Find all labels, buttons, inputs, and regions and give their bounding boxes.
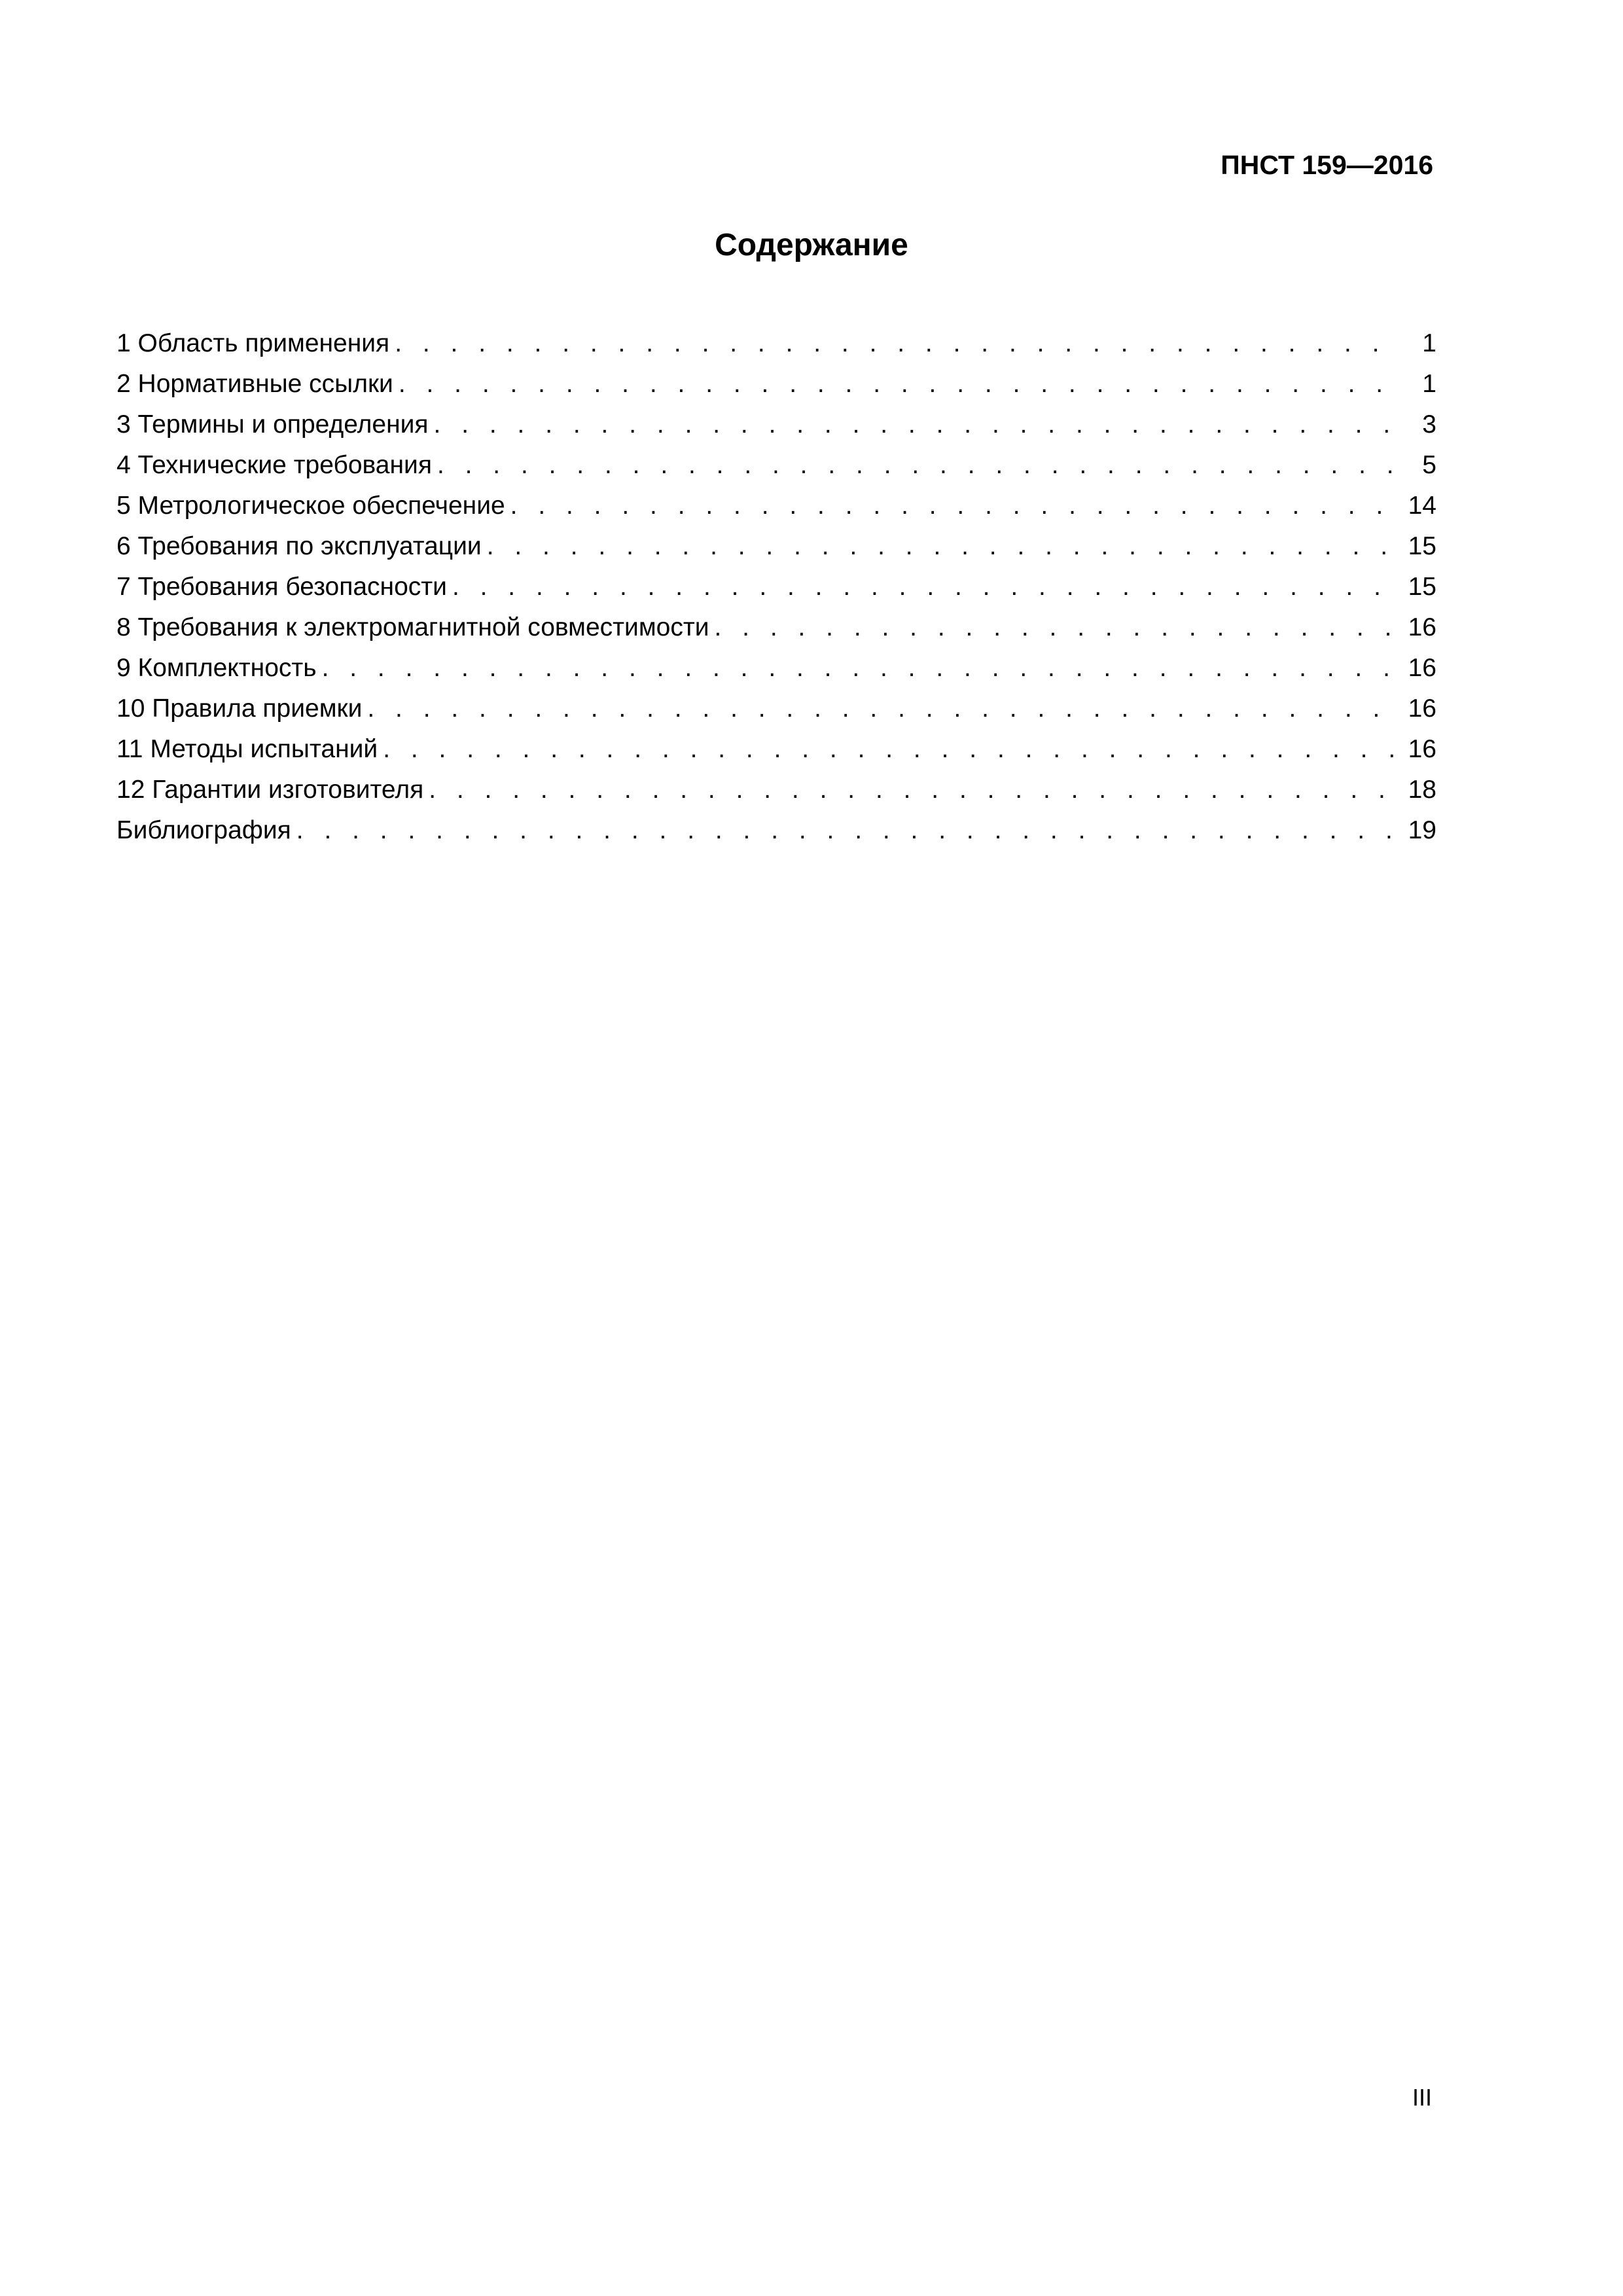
toc-item-scope[interactable] (116, 323, 1436, 364)
toc-item-label: Библиография (116, 816, 291, 844)
toc-leader-dots (383, 729, 1395, 770)
toc-leader-dots (487, 526, 1395, 567)
toc-item-label: 6 Требования по эксплуатации (116, 532, 482, 560)
toc-item-page: 1 (1422, 370, 1436, 398)
toc-item-emc-requirements[interactable] (116, 607, 1436, 648)
toc-leader-dots (395, 323, 1395, 364)
document-code: ПНСТ 159—2016 (1221, 150, 1433, 180)
toc-item-operation-requirements[interactable] (116, 526, 1436, 567)
toc-item-label: 7 Требования безопасности (116, 573, 447, 601)
page-number: III (1412, 2084, 1432, 2111)
toc-item-completeness[interactable] (116, 648, 1436, 689)
toc-leader-dots (367, 689, 1395, 729)
toc-leader-dots (322, 648, 1395, 689)
toc-item-page: 3 (1422, 410, 1436, 439)
toc-item-label: 5 Метрологическое обеспечение (116, 492, 505, 520)
toc-item-label: 10 Правила приемки (116, 694, 363, 723)
toc-leader-dots (429, 770, 1395, 810)
toc-item-label: 1 Область применения (116, 329, 390, 357)
toc-leader-dots (399, 364, 1395, 404)
toc-item-page: 18 (1408, 776, 1436, 804)
toc-item-test-methods[interactable] (116, 729, 1436, 770)
toc-item-label: 4 Технические требования (116, 451, 432, 479)
toc-item-label: 2 Нормативные ссылки (116, 370, 393, 398)
toc-item-page: 5 (1422, 451, 1436, 479)
toc-item-acceptance-rules[interactable] (116, 689, 1436, 729)
toc-leader-dots (510, 486, 1395, 526)
toc-item-label: 8 Требования к электромагнитной совместимости (116, 613, 709, 641)
toc-item-manufacturer-warranty[interactable] (116, 770, 1436, 810)
toc-item-technical-requirements[interactable] (116, 445, 1436, 486)
toc-leader-dots (714, 607, 1395, 648)
toc-item-page: 15 (1408, 532, 1436, 560)
toc-item-page: 15 (1408, 573, 1436, 601)
toc-item-terms-definitions[interactable] (116, 404, 1436, 445)
toc-title: Содержание (715, 228, 908, 262)
toc-leader-dots (434, 404, 1395, 445)
toc-item-safety-requirements[interactable] (116, 567, 1436, 607)
toc-item-metrological-support[interactable] (116, 486, 1436, 526)
toc-item-label: 9 Комплектность (116, 654, 317, 682)
toc-item-page: 16 (1408, 694, 1436, 723)
toc-leader-dots (296, 810, 1395, 851)
toc-item-page: 16 (1408, 654, 1436, 682)
toc-item-label: 11 Методы испытаний (116, 735, 378, 763)
toc-item-page: 14 (1408, 492, 1436, 520)
toc-leader-dots (452, 567, 1395, 607)
toc-leader-dots (437, 445, 1395, 486)
table-of-contents (116, 323, 1436, 851)
toc-item-page: 16 (1408, 613, 1436, 641)
toc-item-bibliography[interactable] (116, 810, 1436, 851)
toc-item-normative-references[interactable] (116, 364, 1436, 404)
toc-item-page: 16 (1408, 735, 1436, 763)
toc-item-page: 1 (1422, 329, 1436, 357)
toc-item-label: 12 Гарантии изготовителя (116, 776, 424, 804)
toc-item-label: 3 Термины и определения (116, 410, 429, 439)
toc-item-page: 19 (1408, 816, 1436, 844)
